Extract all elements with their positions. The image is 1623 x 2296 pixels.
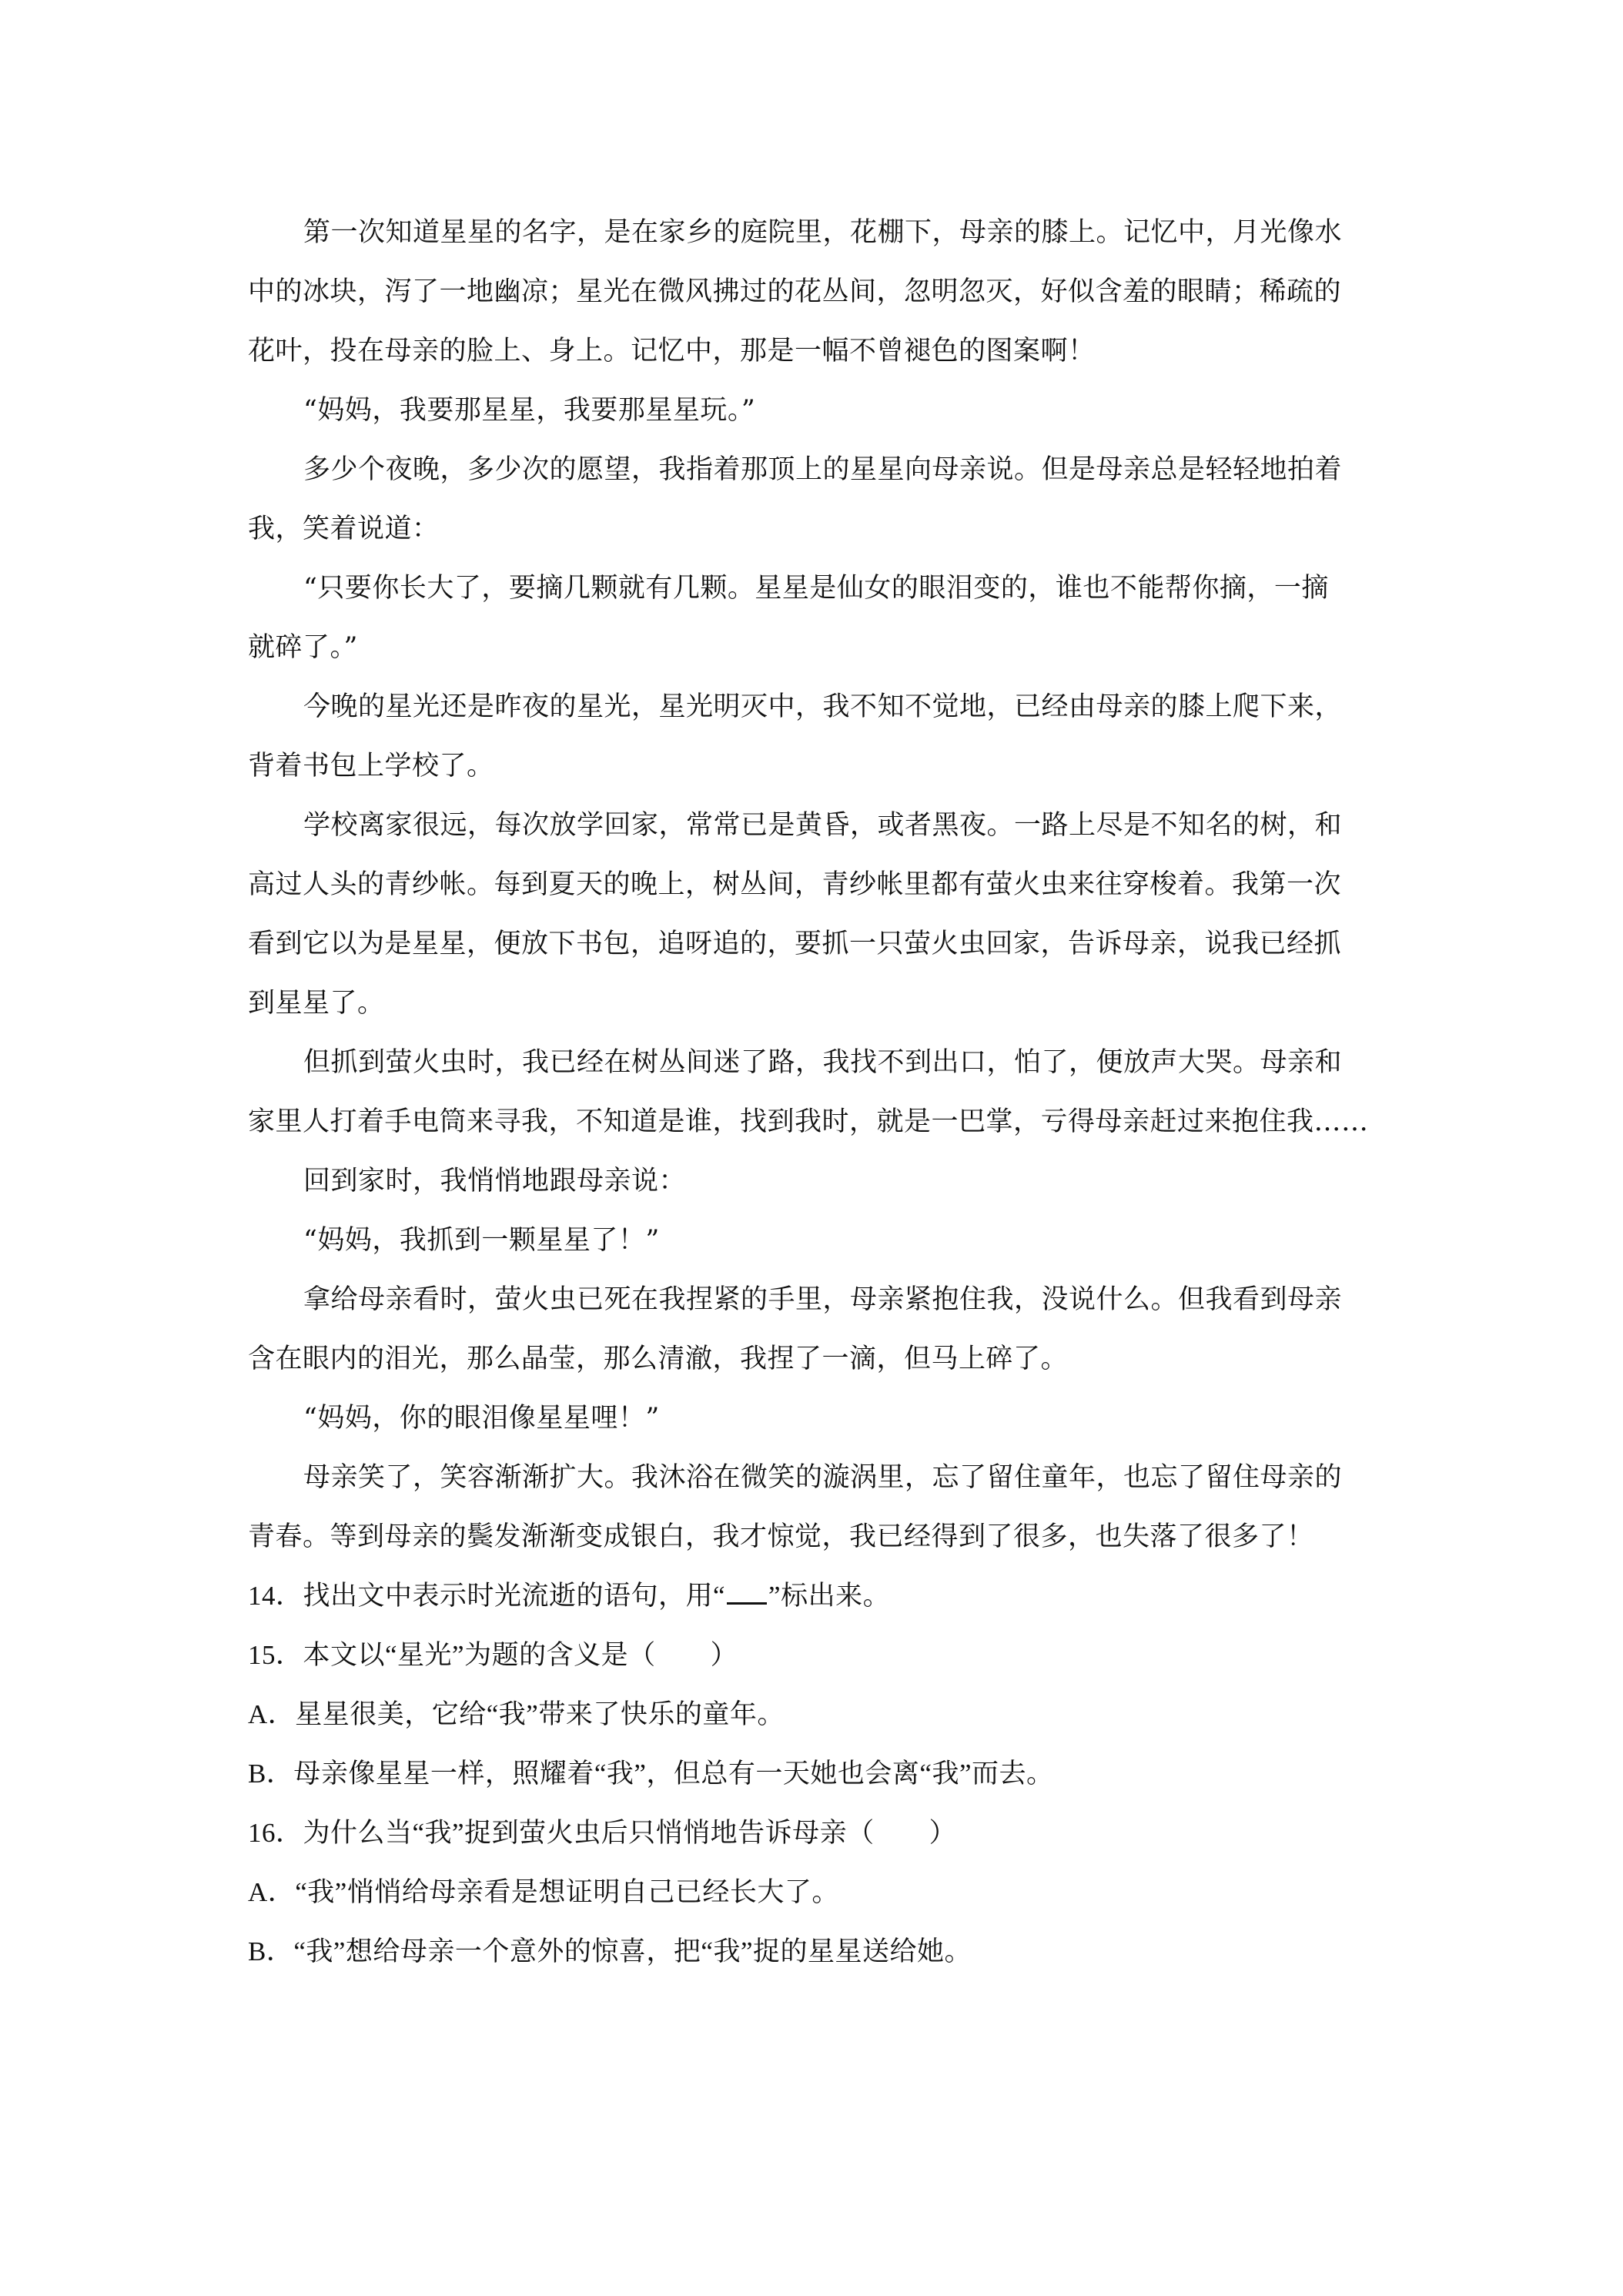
passage-p7-line-1: 但抓到萤火虫时，我已经在树丛间迷了路，我找不到出口，怕了，便放声大哭。母亲和: [303, 1047, 1343, 1078]
passage-p1-line-3: 花叶，投在母亲的脸上、身上。记忆中，那是一幅不曾褪色的图案啊！: [248, 336, 1096, 366]
passage-p6-line-2: 高过人头的青纱帐。每到夏天的晚上，树丛间，青纱帐里都有萤火虫来往穿梭着。我第一次: [248, 869, 1342, 900]
question-14-suffix: ”标出来。: [768, 1581, 891, 1611]
passage-p4-line-1: “只要你长大了，要摘几颗就有几颗。星星是仙女的眼泪变的，谁也不能帮你摘，一摘: [303, 573, 1329, 604]
passage-p1-line-2: 中的冰块，泻了一地幽凉；星光在微风拂过的花丛间，忽明忽灭，好似含羞的眼睛；稀疏的: [248, 276, 1342, 307]
passage-p2-line-1: “妈妈，我要那星星，我要那星星玩。”: [303, 395, 756, 426]
question-16-option-a: A．“我”悄悄给母亲看是想证明自己已经长大了。: [248, 1877, 839, 1907]
passage-p4-line-2: 就碎了。”: [248, 632, 358, 663]
passage-p5-line-2: 背着书包上学校了。: [248, 751, 494, 782]
question-16-stem: 16．为什么当“我”捉到萤火虫后只悄悄地告诉母亲（ ）: [248, 1818, 957, 1848]
passage-p10-line-2: 含在眼内的泪光，那么晶莹，那么清澈，我捏了一滴，但马上碎了。: [248, 1344, 1069, 1374]
passage-p12-line-2: 青春。等到母亲的鬓发渐渐变成银白，我才惊觉，我已经得到了很多，也失落了很多了！: [248, 1521, 1314, 1552]
passage-p6-line-3: 看到它以为是星星，便放下书包，追呀追的，要抓一只萤火虫回家，告诉母亲，说我已经抓: [248, 929, 1342, 959]
answer-underline-blank: [727, 1579, 767, 1605]
passage-p5-line-1: 今晚的星光还是昨夜的星光，星光明灭中，我不知不觉地，已经由母亲的膝上爬下来，: [303, 691, 1343, 722]
question-16-option-b: B．“我”想给母亲一个意外的惊喜，把“我”捉的星星送给她。: [248, 1936, 972, 1966]
passage-p6-line-4: 到星星了。: [248, 988, 385, 1019]
question-15-stem: 15．本文以“星光”为题的含义是（ ）: [248, 1640, 738, 1670]
passage-p12-line-1: 母亲笑了，笑容渐渐扩大。我沐浴在微笑的漩涡里，忘了留住童年，也忘了留住母亲的: [303, 1462, 1343, 1493]
passage-p7-line-2: 家里人打着手电筒来寻我，不知道是谁，找到我时，就是一巴掌，亏得母亲赶过来抱住我……: [248, 1106, 1369, 1137]
passage-p1-line-1: 第一次知道星星的名字，是在家乡的庭院里，花棚下，母亲的膝上。记忆中，月光像水: [303, 217, 1343, 248]
question-14: [248, 1578, 890, 1615]
passage-p8-line-1: 回到家时，我悄悄地跟母亲说：: [303, 1166, 687, 1197]
passage-p9-line-1: “妈妈，我抓到一颗星星了！”: [303, 1225, 660, 1256]
passage-p10-line-1: 拿给母亲看时，萤火虫已死在我捏紧的手里，母亲紧抱住我，没说什么。但我看到母亲: [303, 1284, 1343, 1315]
passage-p6-line-1: 学校离家很远，每次放学回家，常常已是黄昏，或者黑夜。一路上尽是不知名的树，和: [303, 810, 1343, 841]
passage-p3-line-2: 我，笑着说道：: [248, 514, 440, 544]
passage-p3-line-1: 多少个夜晚，多少次的愿望，我指着那顶上的星星向母亲说。但是母亲总是轻轻地拍着: [303, 454, 1343, 485]
question-15-option-b: B．母亲像星星一样，照耀着“我”，但总有一天她也会离“我”而去。: [248, 1759, 1054, 1789]
passage-p11-line-1: “妈妈，你的眼泪像星星哩！”: [303, 1403, 660, 1434]
question-15-option-a: A．星星很美，它给“我”带来了快乐的童年。: [248, 1699, 785, 1729]
question-14-prefix: 14．找出文中表示时光流逝的语句，用“: [248, 1581, 726, 1611]
